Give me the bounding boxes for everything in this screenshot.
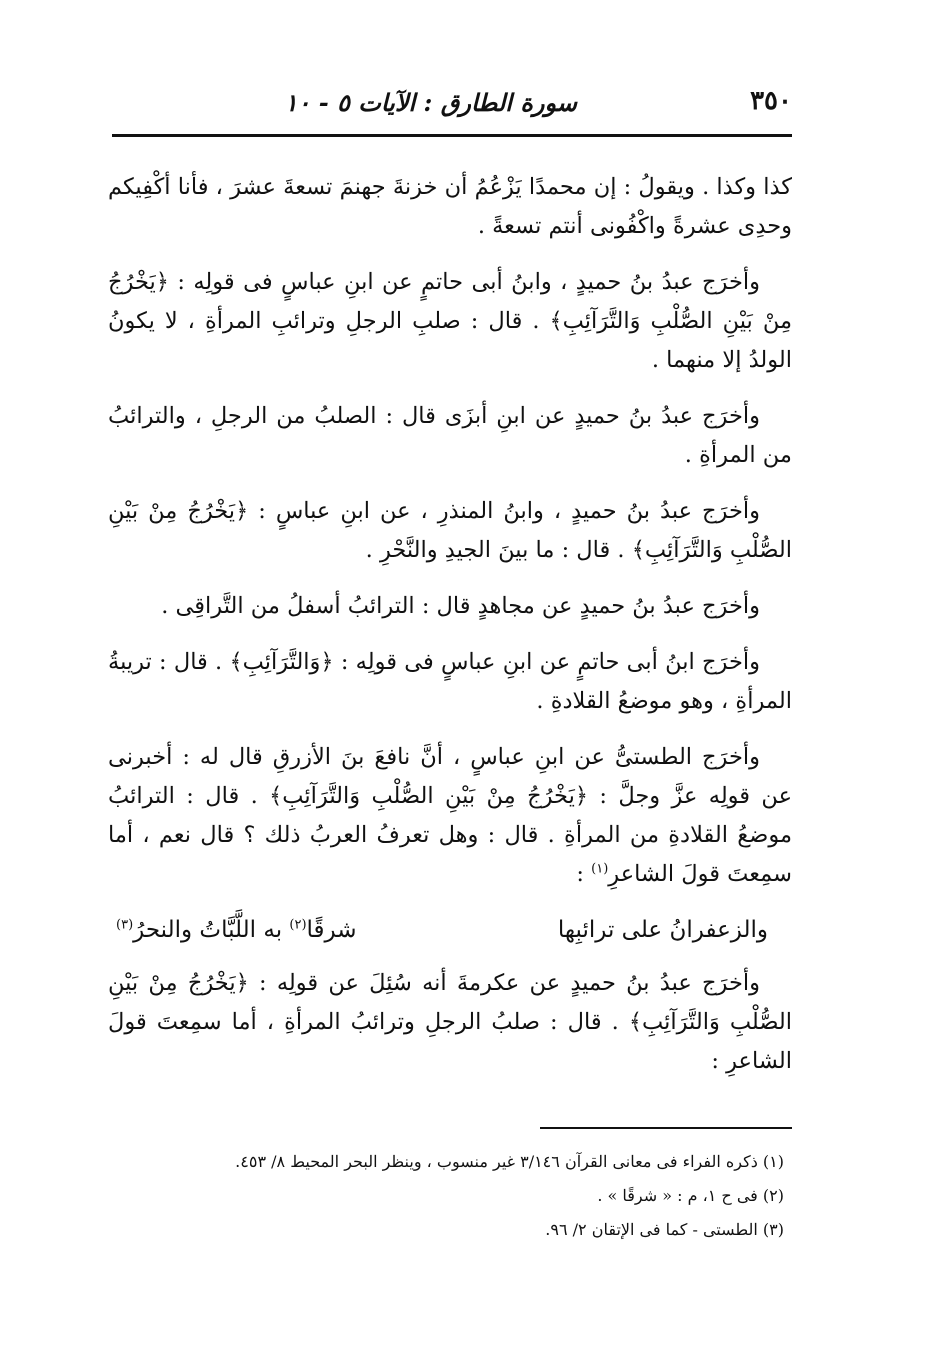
- paragraph-7-text: وأخرَج الطستىُّ عن ابنِ عباسٍ ، أنَّ نافعَ بنَ الأزرقِ قال له : أخبرنى عن قولِه عزَّ وجلَّ : ﴿يَخْرُجُ مِنْ بَيْنِ الصُّلْبِ وَالتَّرَآئِبِ﴾ . قال : الترائبُ موضعُ القلادةِ من المرأةِ . قال : وهل تعرفُ العربُ ذلك ؟ قال نعم ، أما سمِعتَ قولَ الشاعرِ: [108, 744, 792, 887]
- verse-hemistich-1: والزعفرانُ على ترائبِها: [557, 917, 768, 943]
- page-header: [112, 84, 792, 124]
- running-head: سورة الطارق : الآيات ٥ - ١٠: [284, 88, 577, 117]
- paragraph-8: وأخرَج عبدُ بنُ حميدٍ عن عكرمةَ أنه سُئِلَ عن قولِه : ﴿يَخْرُجُ مِنْ بَيْنِ الصُّلْبِ وَالتَّرَآئِبِ﴾ . قال : صلبُ الرجلِ وترائبُ المرأةِ ، أما سمِعتَ قولَ الشاعرِ :: [108, 970, 792, 1074]
- paragraph-2: وأخرَج عبدُ بنُ حميدٍ ، وابنُ أبى حاتمٍ عن ابنِ عباسٍ فى قولِه : ﴿يَخْرُجُ مِنْ بَيْنِ الصُّلْبِ وَالتَّرَآئِبِ﴾ . قال : صلبِ الرجلِ وترائبِ المرأةِ ، لا يكونُ الولدُ إلا منهما .: [108, 269, 792, 373]
- paragraph-4: وأخرَج عبدُ بنُ حميدٍ ، وابنُ المنذرِ ، عن ابنِ عباسٍ : ﴿يَخْرُجُ مِنْ بَيْنِ الصُّلْبِ وَالتَّرَآئِبِ﴾ . قال : ما بينَ الجيدِ والنَّحْرِ .: [108, 498, 792, 563]
- footnote-marker-2: (٢): [289, 917, 307, 933]
- page-number: ٣٥٠: [750, 86, 792, 116]
- paragraph-3: وأخرَج عبدُ بنُ حميدٍ عن ابنِ أبزَى قال : الصلبُ من الرجلِ ، والترائبُ من المرأةِ .: [108, 403, 792, 468]
- footnote-3: (٣) الطستى - كما فى الإتقان ٢/ ٩٦.: [545, 1220, 784, 1239]
- poetry-verse: [108, 911, 792, 950]
- paragraph-1: كذا وكذا . ويقولُ : إن محمدًا يَزْعُمُ أن خزنةَ جهنمَ تسعةَ عشرَ ، فأنا أكْفِيكم وحدِى عشرةً واكْفُونى أنتم تسعةً .: [108, 174, 792, 239]
- header-rule: [112, 134, 792, 137]
- footnote-marker-1: (١): [591, 861, 609, 877]
- paragraph-7-end: :: [576, 861, 592, 887]
- footnote-1: (١) ذكره الفراء فى معانى القرآن ٣/١٤٦ غير منسوب ، وينظر البحر المحيط ٨/ ٤٥٣.: [235, 1152, 784, 1171]
- verse-hemistich-2-rest: به اللَّبَّاتُ والنحرُ: [133, 917, 290, 943]
- body-text: [108, 168, 792, 1098]
- footnote-2: (٢) فى ح ١، م : « شرقًا » .: [597, 1186, 784, 1205]
- footnote-rule: [540, 1127, 792, 1129]
- footnote-marker-3: (٣): [116, 917, 134, 933]
- paragraph-7: [108, 738, 792, 894]
- verse-hemistich-2: [116, 911, 357, 950]
- paragraph-5: وأخرَج عبدُ بنُ حميدٍ عن مجاهدٍ قال : الترائبُ أسفلُ من التَّراقِى .: [161, 593, 760, 619]
- paragraph-6: وأخرَج ابنُ أبى حاتمٍ عن ابنِ عباسٍ فى قولِه : ﴿وَالتَّرَآئِبِ﴾ . قال : تريبةُ المرأةِ ، وهو موضعُ القلادةِ .: [108, 649, 792, 714]
- footnotes: [112, 1145, 784, 1247]
- verse-word-sharqan: شرقًا: [306, 917, 357, 943]
